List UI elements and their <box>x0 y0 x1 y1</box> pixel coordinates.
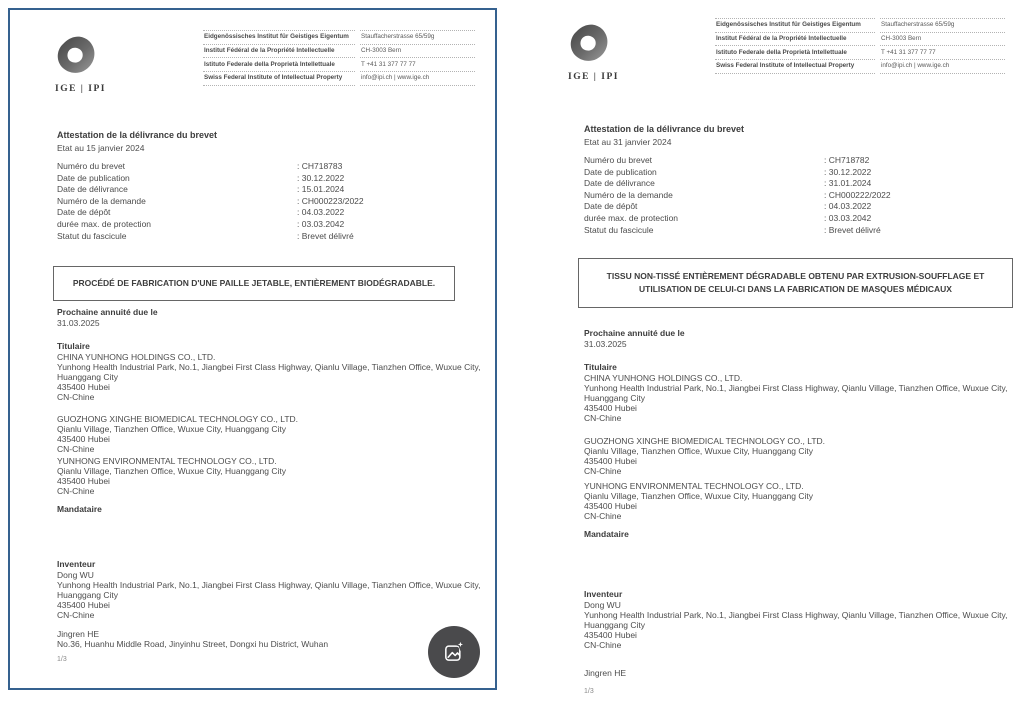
ige-swirl-icon <box>568 22 610 64</box>
annuity-date: 31.03.2025 <box>584 339 627 349</box>
holders-heading: Titulaire <box>57 341 90 351</box>
status-date: Etat au 31 janvier 2024 <box>584 137 672 147</box>
patent-title: PROCÉDÉ DE FABRICATION D'UNE PAILLE JETABLE, ENTIÈREMENT BIODÉGRADABLE. <box>72 278 436 288</box>
inventor-name: Jingren HE <box>584 668 627 678</box>
logo-wordmark: IGE | IPI <box>568 72 619 82</box>
org-name-it: Istituto Federale della Proprietà Intellettuale <box>715 46 875 60</box>
inventor-name: Jingren HE <box>57 629 100 639</box>
org-name-it: Istituto Federale della Proprietà Intellettuale <box>203 58 355 72</box>
email-web-line: info@ipi.ch | www.ige.ch <box>880 60 1005 74</box>
address-line: Stauffacherstrasse 65/59g <box>360 30 475 45</box>
phone-line: T +41 31 377 77 77 <box>880 46 1005 60</box>
inventor-name: Dong WU <box>57 570 94 580</box>
field-value: : 30.12.2022 <box>824 166 872 177</box>
holder-address: Qianlu Village, Tianzhen Office, Wuxue City, Huanggang City <box>57 466 286 476</box>
patent-title-box <box>578 258 1013 308</box>
field-value: : 04.03.2022 <box>297 207 345 218</box>
agent-heading: Mandataire <box>584 529 629 539</box>
inventor-block <box>57 629 489 649</box>
holder-postal: 435400 Hubei <box>57 476 110 486</box>
holder-name: YUNHONG ENVIRONMENTAL TECHNOLOGY CO., LTD. <box>57 456 277 466</box>
holder-country: CN-Chine <box>57 392 95 402</box>
org-name-fr: Institut Fédéral de la Propriété Intellectuelle <box>715 33 875 47</box>
holder-postal: 435400 Hubei <box>57 382 110 392</box>
field-label: Numéro de la demande <box>584 189 673 200</box>
field-label: Date de dépôt <box>584 201 638 212</box>
field-value: : CH718783 <box>297 161 343 171</box>
field-label: durée max. de protection <box>57 218 152 229</box>
letterhead-table <box>715 18 1005 74</box>
ige-ipi-logo <box>55 34 106 94</box>
address-line: CH-3003 Bern <box>360 45 475 59</box>
holder-postal: 435400 Hubei <box>584 403 637 413</box>
inventor-postal: 435400 Hubei <box>57 600 110 610</box>
letterhead-table <box>203 30 475 86</box>
field-label: Statut du fascicule <box>57 230 127 241</box>
org-name-fr: Institut Fédéral de la Propriété Intellectuelle <box>203 45 355 59</box>
holder-name: CHINA YUNHONG HOLDINGS CO., LTD. <box>584 373 743 383</box>
inventor-block <box>57 570 489 620</box>
annuity-date: 31.03.2025 <box>57 318 100 328</box>
field-value: : CH000223/2022 <box>297 195 364 206</box>
document-title: Attestation de la délivrance du brevet <box>584 124 745 134</box>
holder-block <box>57 352 489 402</box>
address-line: Stauffacherstrasse 65/59g <box>880 18 1005 33</box>
holder-country: CN-Chine <box>57 486 95 496</box>
org-name-en: Swiss Federal Institute of Intellectual Property <box>203 72 355 86</box>
holder-block <box>584 481 1016 521</box>
holder-postal: 435400 Hubei <box>584 501 637 511</box>
holder-name: YUNHONG ENVIRONMENTAL TECHNOLOGY CO., LTD. <box>584 481 804 491</box>
holder-address: Qianlu Village, Tianzhen Office, Wuxue City, Huanggang City <box>584 446 813 456</box>
holder-address: Yunhong Health Industrial Park, No.1, Jiangbei First Class Highway, Qianlu Village, Tianzhen Office, Wuxue City, Huanggang City <box>584 383 1008 403</box>
field-value: : CH000222/2022 <box>824 189 891 200</box>
field-value: : Brevet délivré <box>297 230 354 241</box>
holder-address: Qianlu Village, Tianzhen Office, Wuxue City, Huanggang City <box>57 424 286 434</box>
org-name-de: Eidgenössisches Institut für Geistiges Eigentum <box>203 30 355 45</box>
holder-name: GUOZHONG XINGHE BIOMEDICAL TECHNOLOGY CO., LTD. <box>57 414 299 424</box>
field-value: : 31.01.2024 <box>824 178 872 189</box>
holder-postal: 435400 Hubei <box>57 434 110 444</box>
holder-country: CN-Chine <box>57 444 95 454</box>
field-value: : 03.03.2042 <box>824 212 872 223</box>
page-number: 1/3 <box>584 688 594 695</box>
field-label: Date de publication <box>57 172 130 183</box>
holder-block <box>584 436 1016 476</box>
ige-ipi-logo <box>568 22 619 82</box>
field-value: : CH718782 <box>824 155 870 165</box>
patent-fields <box>584 155 1004 236</box>
annuity-label: Prochaine annuité due le <box>584 328 685 338</box>
holder-block <box>584 373 1016 423</box>
ige-swirl-icon <box>55 34 97 76</box>
inventors-heading: Inventeur <box>584 589 623 599</box>
annuity-label: Prochaine annuité due le <box>57 307 158 317</box>
field-value: : 30.12.2022 <box>297 172 345 183</box>
holder-name: CHINA YUNHONG HOLDINGS CO., LTD. <box>57 352 216 362</box>
field-label: durée max. de protection <box>584 212 679 223</box>
inventor-country: CN-Chine <box>57 610 95 620</box>
patent-fields <box>57 161 477 242</box>
patent-title-box <box>53 266 455 301</box>
holder-country: CN-Chine <box>584 413 622 423</box>
page-number: 1/3 <box>57 656 67 663</box>
address-line: CH-3003 Bern <box>880 33 1005 47</box>
field-label: Numéro de la demande <box>57 195 146 206</box>
field-label: Date de délivrance <box>57 184 128 195</box>
inventor-address: Yunhong Health Industrial Park, No.1, Jiangbei First Class Highway, Qianlu Village, Tianzhen Office, Wuxue City, Huanggang City <box>57 580 481 600</box>
field-label: Date de publication <box>584 166 657 177</box>
inventor-block <box>584 600 1016 650</box>
patent-certificate-page-2[interactable] <box>518 0 1024 712</box>
field-label: Statut du fascicule <box>584 224 654 235</box>
annuity-block <box>57 307 158 329</box>
logo-wordmark: IGE | IPI <box>55 84 106 94</box>
inventor-address: No.36, Huanhu Middle Road, Jinyinhu Street, Dongxi hu District, Wuhan <box>57 639 329 649</box>
email-web-line: info@ipi.ch | www.ige.ch <box>360 72 475 86</box>
org-name-de: Eidgenössisches Institut für Geistiges Eigentum <box>715 18 875 33</box>
holder-block <box>57 456 489 496</box>
holder-country: CN-Chine <box>584 511 622 521</box>
holder-block <box>57 414 489 454</box>
field-value: : 15.01.2024 <box>297 184 345 195</box>
agent-heading: Mandataire <box>57 504 102 514</box>
annuity-block <box>584 328 685 350</box>
field-value: : 03.03.2042 <box>297 218 345 229</box>
add-image-button[interactable] <box>428 626 480 678</box>
field-label: Numéro du brevet <box>584 155 653 165</box>
holder-address: Qianlu Village, Tianzhen Office, Wuxue City, Huanggang City <box>584 491 813 501</box>
org-name-en: Swiss Federal Institute of Intellectual Property <box>715 60 875 74</box>
image-sparkle-icon <box>440 638 468 666</box>
document-title: Attestation de la délivrance du brevet <box>57 130 218 140</box>
holder-address: Yunhong Health Industrial Park, No.1, Jiangbei First Class Highway, Qianlu Village, Tianzhen Office, Wuxue City, Huanggang City <box>57 362 481 382</box>
field-label: Date de dépôt <box>57 207 111 218</box>
phone-line: T +41 31 377 77 77 <box>360 58 475 72</box>
inventors-heading: Inventeur <box>57 559 96 569</box>
inventor-address: Yunhong Health Industrial Park, No.1, Jiangbei First Class Highway, Qianlu Village, Tianzhen Office, Wuxue City, Huanggang City <box>584 610 1008 630</box>
holders-heading: Titulaire <box>584 362 617 372</box>
field-value: : 04.03.2022 <box>824 201 872 212</box>
field-label: Date de délivrance <box>584 178 655 189</box>
inventor-country: CN-Chine <box>584 640 622 650</box>
holder-postal: 435400 Hubei <box>584 456 637 466</box>
field-label: Numéro du brevet <box>57 161 126 171</box>
inventor-postal: 435400 Hubei <box>584 630 637 640</box>
patent-title: TISSU NON-TISSÉ ENTIÈREMENT DÉGRADABLE OBTENU PAR EXTRUSION-SOUFFLAGE ET UTILISATION DE CELUI-CI DANS LA FABRICATION DE MASQUES MÉDICAUX <box>606 271 985 294</box>
inventor-block <box>584 668 1016 678</box>
inventor-name: Dong WU <box>584 600 621 610</box>
status-date: Etat au 15 janvier 2024 <box>57 143 145 153</box>
holder-name: GUOZHONG XINGHE BIOMEDICAL TECHNOLOGY CO., LTD. <box>584 436 826 446</box>
holder-country: CN-Chine <box>584 466 622 476</box>
field-value: : Brevet délivré <box>824 224 881 235</box>
patent-certificate-page-1[interactable] <box>8 8 497 690</box>
